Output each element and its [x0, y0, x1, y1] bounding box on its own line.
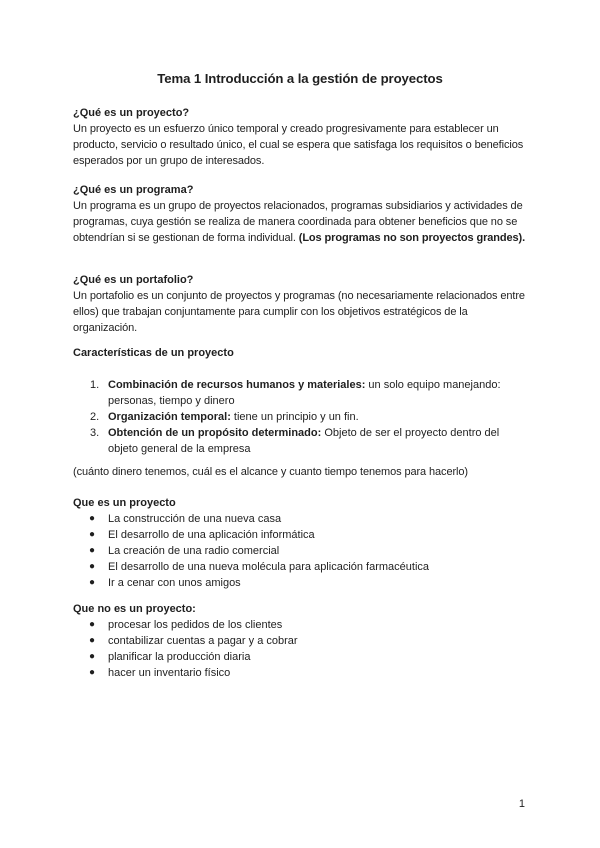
- bullet-icon: ●: [89, 577, 96, 588]
- section-project-definition: [73, 105, 529, 169]
- non-project-examples-list: [73, 617, 529, 681]
- section-characteristics: [73, 345, 529, 361]
- list-item-text: Objeto de ser el proyecto dentro del objeto general de la empresa: [108, 427, 500, 455]
- list-item: [73, 649, 529, 665]
- list-item-text: Ir a cenar con unos amigos: [108, 577, 241, 589]
- list-number: 3.: [90, 427, 100, 439]
- list-number: 2.: [90, 411, 100, 423]
- section-heading: Que es un proyecto: [73, 497, 176, 509]
- section-heading: ¿Qué es un programa?: [73, 184, 194, 196]
- characteristics-list: [73, 377, 529, 457]
- bullet-icon: ●: [89, 651, 96, 662]
- project-examples-list: [73, 511, 529, 591]
- list-item-text: El desarrollo de una nueva molécula para aplicación farmacéutica: [108, 561, 430, 573]
- section-project-examples: [73, 495, 529, 591]
- section-heading: Que no es un proyecto:: [73, 603, 196, 615]
- section-heading: ¿Qué es un proyecto?: [73, 107, 190, 119]
- document-title: Tema 1 Introducción a la gestión de proyectos: [157, 71, 443, 86]
- list-item: [73, 575, 529, 591]
- page-number: 1: [518, 798, 525, 810]
- list-item-text: contabilizar cuentas a pagar y a cobrar: [108, 635, 298, 647]
- characteristics-note: (cuánto dinero tenemos, cuál es el alcance y cuanto tiempo tenemos para hacerlo): [73, 466, 468, 478]
- list-item-text: El desarrollo de una aplicación informática: [108, 529, 315, 541]
- list-item-text: procesar los pedidos de los clientes: [108, 619, 283, 631]
- list-item: [73, 377, 529, 409]
- list-item-bold: Combinación de recursos humanos y materiales:: [108, 379, 366, 391]
- section-paragraph: Un portafolio es un conjunto de proyectos y programas (no necesariamente relacionados entre ellos) que trabajan conjuntamente para cumplir con los objetivos estratégicos de la organización.: [73, 290, 525, 334]
- list-item-bold: Obtención de un propósito determinado:: [108, 427, 322, 439]
- bullet-icon: ●: [89, 529, 96, 540]
- list-item-bold: Organización temporal:: [108, 411, 231, 423]
- paragraph-text: Un programa es un grupo de proyectos relacionados, programas subsidiarios y actividades de programas, cuya gestión se realiza de manera coordinada para obtener beneficios que no se obtendrían si se gestionan de forma individual.: [73, 200, 523, 244]
- paragraph-bold-note: (Los programas no son proyectos grandes): [298, 232, 523, 244]
- bullet-icon: ●: [89, 561, 96, 572]
- list-item: [73, 511, 529, 527]
- section-heading: Características de un proyecto: [73, 347, 234, 359]
- section-portfolio-definition: [73, 272, 529, 336]
- list-item: [73, 543, 529, 559]
- list-number: 1.: [90, 379, 100, 391]
- list-item-text: La creación de una radio comercial: [108, 545, 280, 557]
- characteristics-note-wrapper: [73, 464, 529, 480]
- bullet-icon: ●: [89, 667, 96, 678]
- bullet-icon: ●: [89, 619, 96, 630]
- section-non-project-examples: [73, 601, 529, 681]
- characteristics-list-wrapper: [73, 377, 529, 457]
- section-paragraph: Un proyecto es un esfuerzo único temporal y creado progresivamente para establecer un producto, servicio o resultado único, el cual se espera que satisfaga los requisitos o beneficios esperados por un grupo de interesados.: [73, 123, 524, 167]
- list-item: [73, 633, 529, 649]
- list-item: [73, 559, 529, 575]
- list-item-text: tiene un principio y un fin.: [230, 411, 359, 423]
- list-item-text: La construcción de una nueva casa: [108, 513, 282, 525]
- list-item: [73, 527, 529, 543]
- list-item-text: hacer un inventario físico: [108, 667, 231, 679]
- list-item: [73, 409, 529, 425]
- list-item-text: un solo equipo manejando: personas, tiempo y dinero: [108, 379, 501, 407]
- section-program-definition: [73, 182, 529, 246]
- section-heading: ¿Qué es un portafolio?: [73, 274, 194, 286]
- list-item-text: planificar la producción diaria: [108, 651, 251, 663]
- bullet-icon: ●: [89, 545, 96, 556]
- paragraph-tail: .: [522, 232, 526, 244]
- bullet-icon: ●: [89, 513, 96, 524]
- list-item: [73, 425, 529, 457]
- list-item: [73, 617, 529, 633]
- section-paragraph: [73, 198, 529, 246]
- bullet-icon: ●: [89, 635, 96, 646]
- list-item: [73, 665, 529, 681]
